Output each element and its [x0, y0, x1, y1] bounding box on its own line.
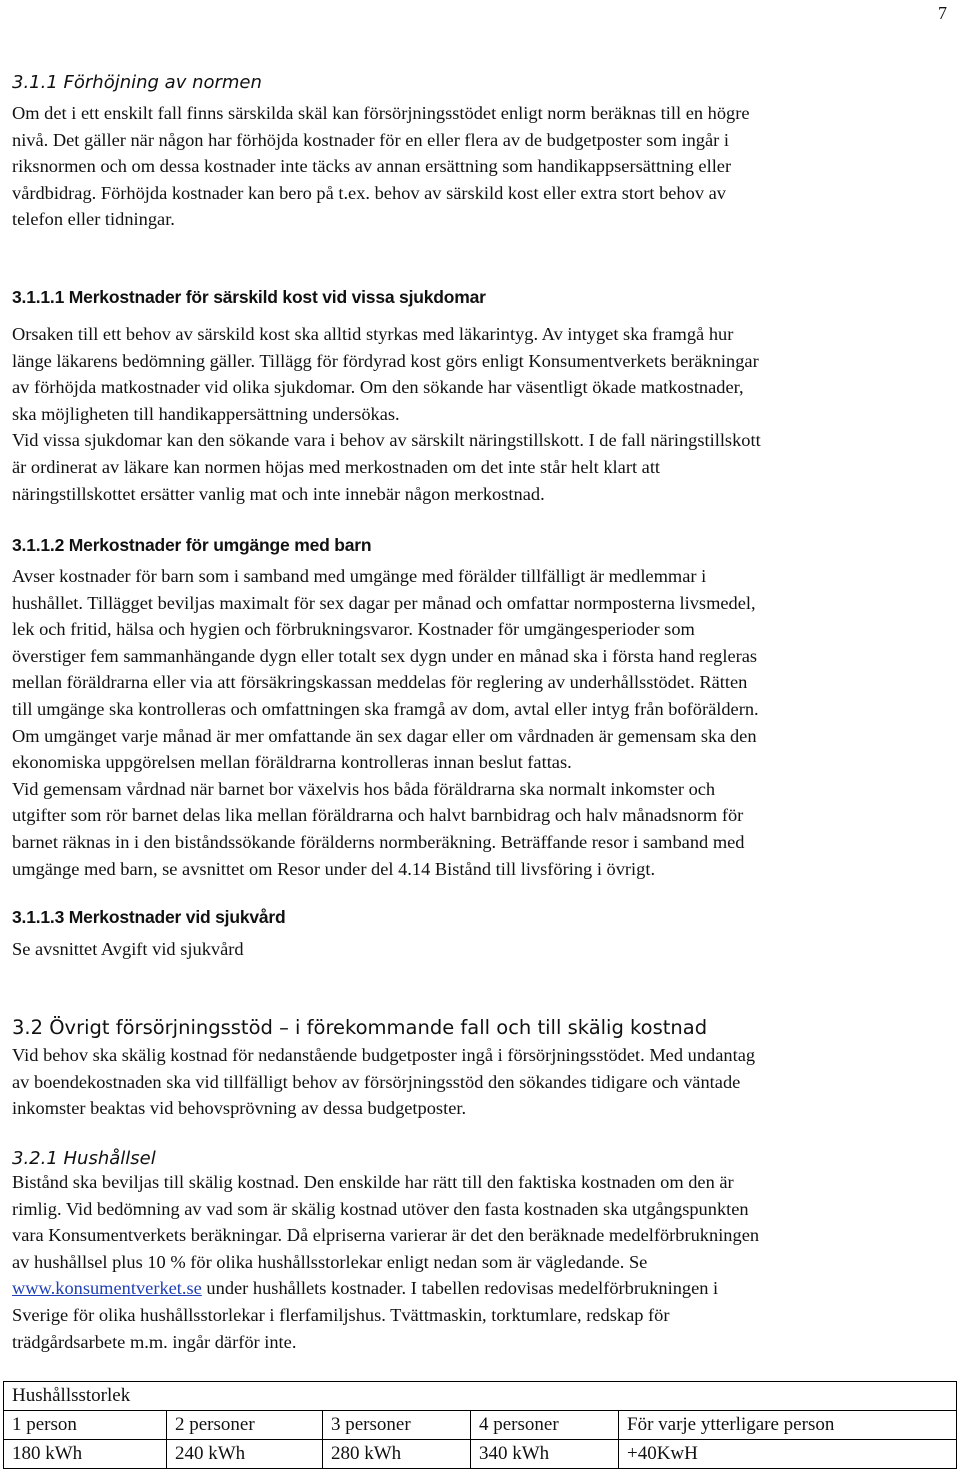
text-line: ekonomiska uppgörelsen mellan föräldrarna kontrolleras innan beslut fattas. — [12, 752, 572, 773]
text-line: trädgårdsarbete m.m. ingår därför inte. — [12, 1331, 297, 1352]
text-line: Vid vissa sjukdomar kan den sökande vara i behov av särskilt näringstillskott. I de fall näringstillskott — [12, 430, 761, 451]
table-title-cell: Hushållsstorlek — [4, 1382, 957, 1411]
text-line — [12, 1275, 759, 1302]
text-line: av förhöjda matkostnader vid olika sjukdomar. Om den sökande har väsentligt ökade matkostnader, — [12, 377, 744, 398]
table-row — [4, 1440, 957, 1469]
table-header-cell: För varje ytterligare person — [619, 1411, 957, 1440]
heading-3-1-1-3: 3.1.1.3 Merkostnader vid sjukvård — [12, 907, 286, 927]
text-line: ska möjligheten till handikappersättning undersökas. — [12, 403, 400, 424]
text-line: riksnormen och om dessa kostnader inte täcks av annan ersättning som handikappsersättning eller — [12, 156, 732, 177]
text-line: lek och fritid, hälsa och hygien och förbrukningsvaror. Kostnader för umgängesperioder som — [12, 619, 695, 640]
text-line: vårdbidrag. Förhöjda kostnader kan bero på t.ex. behov av särskild kost eller extra stort behov av — [12, 182, 726, 203]
table-header-cell: 1 person — [4, 1411, 167, 1440]
text-line: näringstillskottet ersätter vanlig mat och inte innebär någon merkostnad. — [12, 483, 545, 504]
paragraph-3-2-1 — [12, 1169, 759, 1355]
page-number: 7 — [938, 3, 947, 23]
text-line: barnet räknas in i den biståndssökande förälderns normberäkning. Beträffande resor i samband med — [12, 831, 745, 852]
table-cell: 280 kWh — [323, 1440, 471, 1469]
text-line: Vid behov ska skälig kostnad för nedanstående budgetposter ingå i försörjningsstödet. Med undantag — [12, 1045, 756, 1065]
paragraph-3-1-1-1 — [12, 321, 761, 507]
table-header-cell: 3 personer — [323, 1411, 471, 1440]
household-electricity-table — [3, 1381, 957, 1469]
text-line: Se avsnittet Avgift vid sjukvård — [12, 939, 244, 959]
text-line: av boendekostnaden ska vid tillfälligt behov av försörjningsstöd den sökandes tidigare och väntade — [12, 1071, 741, 1092]
konsumentverket-link[interactable]: www.konsumentverket.se — [12, 1278, 202, 1299]
text-fragment: under hushållets kostnader. I tabellen redovisas medelförbrukningen i — [201, 1278, 719, 1299]
heading-3-1-1: 3.1.1 Förhöjning av normen — [12, 72, 262, 93]
text-line: är ordinerat av läkare kan normen höjas med merkostnaden om det inte står helt klart att — [12, 456, 661, 477]
text-line: Avser kostnader för barn som i samband med umgänge med förälder tillfälligt är medlemmar i — [12, 566, 707, 586]
table-title-row — [4, 1382, 957, 1411]
table-header-cell: 2 personer — [167, 1411, 323, 1440]
text-line: länge läkarens bedömning gäller. Tillägg för fördyrad kost görs enligt Konsumentverkets beräkningar — [12, 350, 759, 371]
text-line: av hushållsel plus 10 % för olika hushållsstorlekar enligt nedan som är vägledande. Se — [12, 1251, 648, 1272]
paragraph-3-1-1 — [12, 100, 750, 233]
heading-3-1-1-1: 3.1.1.1 Merkostnader för särskild kost vid vissa sjukdomar — [12, 287, 486, 307]
text-line: Om det i ett enskilt fall finns särskilda skäl kan försörjningsstödet enligt norm beräknas till en högre — [12, 103, 750, 123]
text-line: utgifter som rör barnet delas lika mellan föräldrarna och halvt barnbidrag och halv månadsnorm för — [12, 805, 744, 826]
table-cell: +40KwH — [619, 1440, 957, 1469]
text-line: inkomster beaktas vid behovsprövning av dessa budgetposter. — [12, 1098, 467, 1119]
text-line: överstiger fem sammanhängande dygn eller totalt sex dygn under en månad ska i första hand regleras — [12, 645, 758, 666]
table-header-cell: 4 personer — [471, 1411, 619, 1440]
table-header-row — [4, 1411, 957, 1440]
text-line: vara Konsumentverkets beräkningar. Då elpriserna varierar är det den beräknade medelförbrukningen — [12, 1225, 760, 1246]
table-cell: 180 kWh — [4, 1440, 167, 1469]
heading-3-2-1: 3.2.1 Hushållsel — [12, 1148, 156, 1169]
text-line: nivå. Det gäller när någon har förhöjda kostnader för en eller flera av de budgetposter som ingår i — [12, 129, 729, 150]
text-line: Om umgänget varje månad är mer omfattande än sex dagar eller om vårdnaden är gemensam ska den — [12, 725, 757, 746]
text-line: Orsaken till ett behov av särskild kost ska alltid styrkas med läkarintyg. Av intyget ska framgå hur — [12, 324, 734, 344]
heading-3-2: 3.2 Övrigt försörjningsstöd – i förekommande fall och till skälig kostnad — [12, 1016, 708, 1039]
paragraph-3-1-1-2 — [12, 563, 759, 882]
heading-3-1-1-2: 3.1.1.2 Merkostnader för umgänge med barn — [12, 535, 372, 555]
text-line: till umgänge ska kontrolleras och omfattningen ska framgå av dom, avtal eller intyg från boföräldern. — [12, 698, 759, 719]
text-line: umgänge med barn, se avsnittet om Resor under del 4.14 Bistånd till livsföring i övrigt. — [12, 858, 656, 879]
text-line: Vid gemensam vårdnad när barnet bor växelvis hos båda föräldrarna ska normalt inkomster och — [12, 778, 716, 799]
paragraph-3-1-1-3 — [12, 936, 244, 963]
paragraph-3-2 — [12, 1042, 755, 1122]
text-line: rimlig. Vid bedömning av vad som är skälig kostnad utöver den fasta kostnaden ska utgångspunkten — [12, 1198, 749, 1219]
text-line: mellan föräldrarna eller via att försäkringskassan meddelas för reglering av underhållsstödet. Rätten — [12, 672, 748, 693]
text-line: Bistånd ska beviljas till skälig kostnad. Den enskilde har rätt till den faktiska kostnaden om den är — [12, 1172, 734, 1192]
table-cell: 340 kWh — [471, 1440, 619, 1469]
table-cell: 240 kWh — [167, 1440, 323, 1469]
text-line: hushållet. Tillägget beviljas maximalt för sex dagar per månad och omfattar normposterna livsmedel, — [12, 592, 756, 613]
text-line: telefon eller tidningar. — [12, 209, 175, 230]
text-line: Sverige för olika hushållsstorlekar i flerfamiljshus. Tvättmaskin, torktumlare, redskap för — [12, 1304, 670, 1325]
